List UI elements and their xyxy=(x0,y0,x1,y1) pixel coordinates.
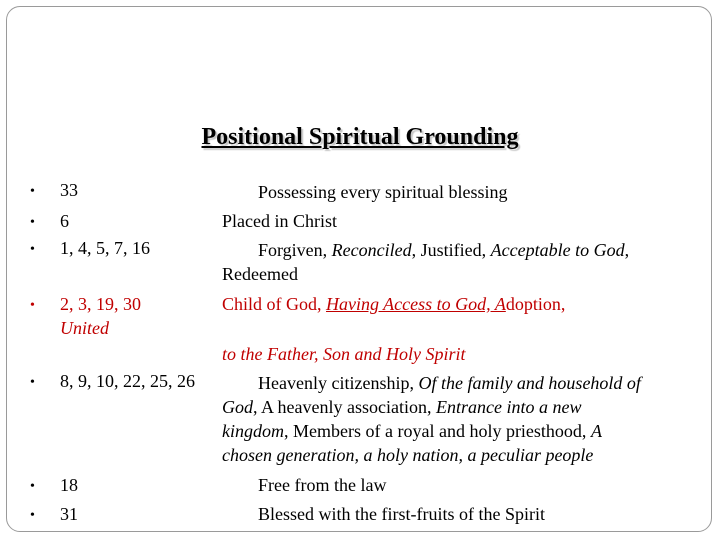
text-run: , A heavenly association, xyxy=(253,397,436,417)
reference-numbers: 8, 9, 10, 22, 25, 26 xyxy=(60,371,195,391)
blessing-text: Free from the law xyxy=(258,475,387,495)
text-run: Forgiven, xyxy=(258,240,332,260)
blessing-text-continued: to the Father, Son and Holy Spirit xyxy=(222,344,466,364)
reference-numbers: 18 xyxy=(60,475,78,495)
bullet-icon: • xyxy=(30,375,35,390)
bullet-icon: • xyxy=(30,215,35,230)
text-run: Heavenly citizenship, xyxy=(258,373,419,393)
blessing-text-continued: Redeemed xyxy=(222,264,298,284)
text-run-italic: Reconciled xyxy=(331,240,412,260)
blessing-text: Placed in Christ xyxy=(222,211,337,231)
bullet-icon: • xyxy=(30,298,35,313)
text-run: doption, xyxy=(505,294,566,314)
bullet-icon: • xyxy=(30,508,35,523)
reference-numbers: 1, 4, 5, 7, 16 xyxy=(60,238,150,258)
reference-numbers: 6 xyxy=(60,211,69,231)
blessing-text-continued xyxy=(222,420,602,443)
text-run-italic-underlined: Having Access to God, A xyxy=(326,294,506,314)
blessing-text xyxy=(258,372,641,395)
text-run-italic: A xyxy=(590,421,602,441)
blessing-text-continued: chosen generation, a holy nation, a peculiar people xyxy=(222,445,594,465)
text-run: , Members of a royal and holy priesthood, xyxy=(284,421,591,441)
blessing-text xyxy=(258,239,629,262)
reference-numbers: 2, 3, 19, 30 xyxy=(60,294,141,314)
blessing-text: Blessed with the first-fruits of the Spirit xyxy=(258,504,545,524)
bullet-icon: • xyxy=(30,479,35,494)
reference-numbers: 33 xyxy=(60,180,78,200)
text-run-italic: God xyxy=(222,397,253,417)
text-run-italic: Acceptable to God xyxy=(490,240,625,260)
blessing-text-continued: United xyxy=(60,318,109,338)
blessing-text-continued xyxy=(222,396,581,419)
blessing-text xyxy=(222,293,565,316)
text-run: Child of God, xyxy=(222,294,327,314)
bullet-icon: • xyxy=(30,184,35,199)
bullet-icon: • xyxy=(30,242,35,257)
text-run-italic: Of the family and household of xyxy=(418,373,641,393)
blessing-text: Possessing every spiritual blessing xyxy=(258,182,508,202)
text-run: , xyxy=(624,240,630,260)
text-run-italic: Entrance into a new xyxy=(435,397,582,417)
text-run: , Justified, xyxy=(411,240,491,260)
slide-title: Positional Spiritual Grounding xyxy=(201,124,519,150)
text-run-italic: kingdom xyxy=(222,421,284,441)
reference-numbers: 31 xyxy=(60,504,78,524)
